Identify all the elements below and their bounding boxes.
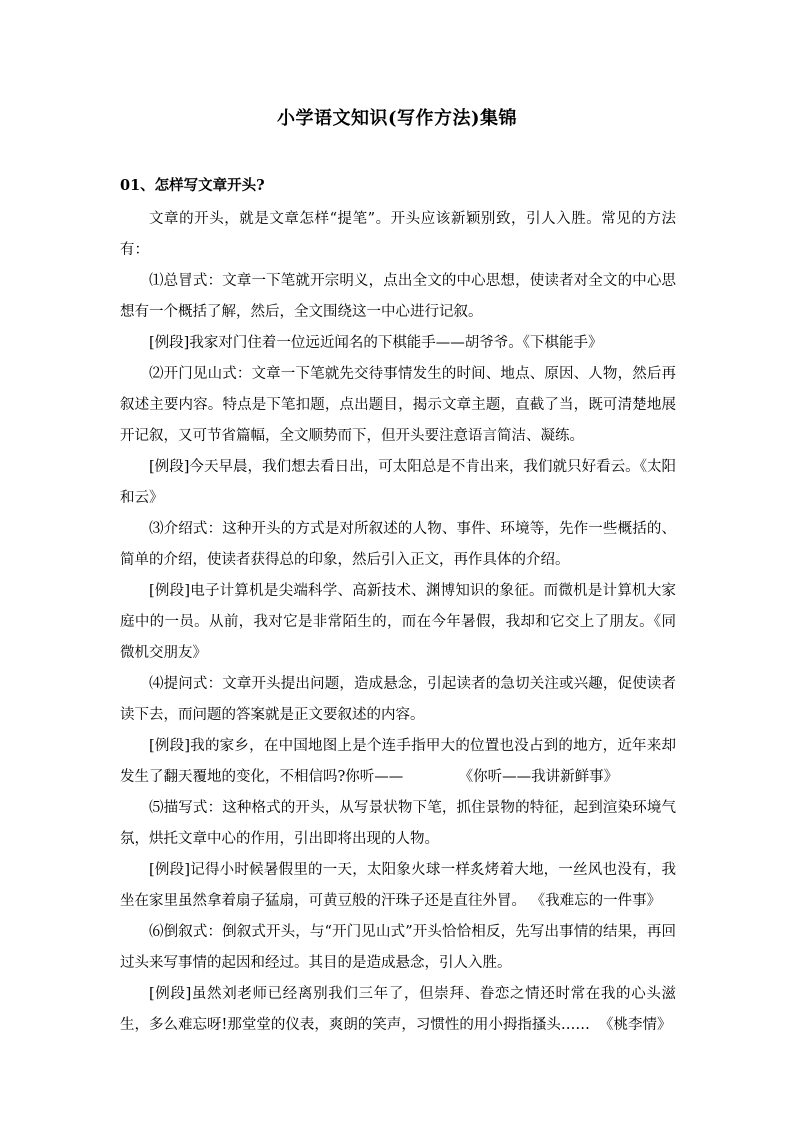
paragraph-example-4: [例段]我的家乡，在中国地图上是个连手指甲大的位置也没占到的地方，近年来却发生了翻天覆地的变化，不相信吗?你听—— 《你听——我讲新鲜事》 [120, 738, 676, 785]
paragraph-method-1: ⑴总冒式：文章一下笔就开宗明义，点出全文的中心思想，使读者对全文的中心思想有一个概括了解，然后，全文围绕这一中心进行记叙。 [120, 273, 676, 320]
paragraph-example-2: [例段]今天早晨，我们想去看日出，可太阳总是不肯出来，我们就只好看云。《太阳和云》 [120, 459, 676, 506]
paragraph-method-6: ⑹倒叙式：倒叙式开头，与“开门见山式”开头恰恰相反，先写出事情的结果，再回过头来写事情的起因和经过。其目的是造成悬念，引人入胜。 [120, 924, 676, 971]
document-body [120, 204, 676, 1041]
paragraph-method-3: ⑶介绍式：这种开头的方式是对所叙述的人物、事件、环境等，先作一些概括的、简单的介绍，使读者获得总的印象，然后引入正文，再作具体的介绍。 [120, 521, 676, 568]
paragraph-example-6: [例段]虽然刘老师已经离别我们三年了，但崇拜、眷恋之情还时常在我的心头滋生，多么难忘呀!那堂堂的仪表，爽朗的笑声，习惯性的用小拇指搔头…… 《桃李情》 [120, 986, 676, 1033]
section-heading: 01、怎样写文章开头? [120, 177, 265, 194]
paragraph-method-5: ⑸描写式：这种格式的开头，从写景状物下笔，抓住景物的特征，起到渲染环境气氛，烘托文章中心的作用，引出即将出现的人物。 [120, 800, 676, 847]
paragraph-example-3: [例段]电子计算机是尖端科学、高新技术、渊博知识的象征。而微机是计算机大家庭中的一员。从前，我对它是非常陌生的，而在今年暑假，我却和它交上了朋友。《同微机交朋友》 [120, 583, 676, 661]
paragraph-example-5: [例段]记得小时候暑假里的一天，太阳象火球一样炙烤着大地，一丝风也没有，我坐在家里虽然拿着扇子猛扇，可黄豆般的汗珠子还是直往外冒。 《我难忘的一件事》 [120, 862, 676, 909]
paragraph-method-4: ⑷提问式：文章开头提出问题，造成悬念，引起读者的急切关注或兴趣，促使读者读下去，而问题的答案就是正文要叙述的内容。 [120, 676, 676, 723]
paragraph-method-2: ⑵开门见山式：文章一下笔就先交待事情发生的时间、地点、原因、人物，然后再叙述主要内容。特点是下笔扣题，点出题目，揭示文章主题，直截了当，既可清楚地展开记叙，又可节省篇幅，全文顺势而下，但开头要注意语言简洁、凝练。 [120, 366, 676, 444]
paragraph-example-1: [例段]我家对门住着一位远近闻名的下棋能手——胡爷爷。《下棋能手》 [149, 335, 603, 351]
paragraph-intro: 文章的开头，就是文章怎样“提笔”。开头应该新颖别致，引人入胜。常见的方法有： [120, 211, 676, 258]
document-title: 小学语文知识(写作方法)集锦 [276, 108, 518, 129]
